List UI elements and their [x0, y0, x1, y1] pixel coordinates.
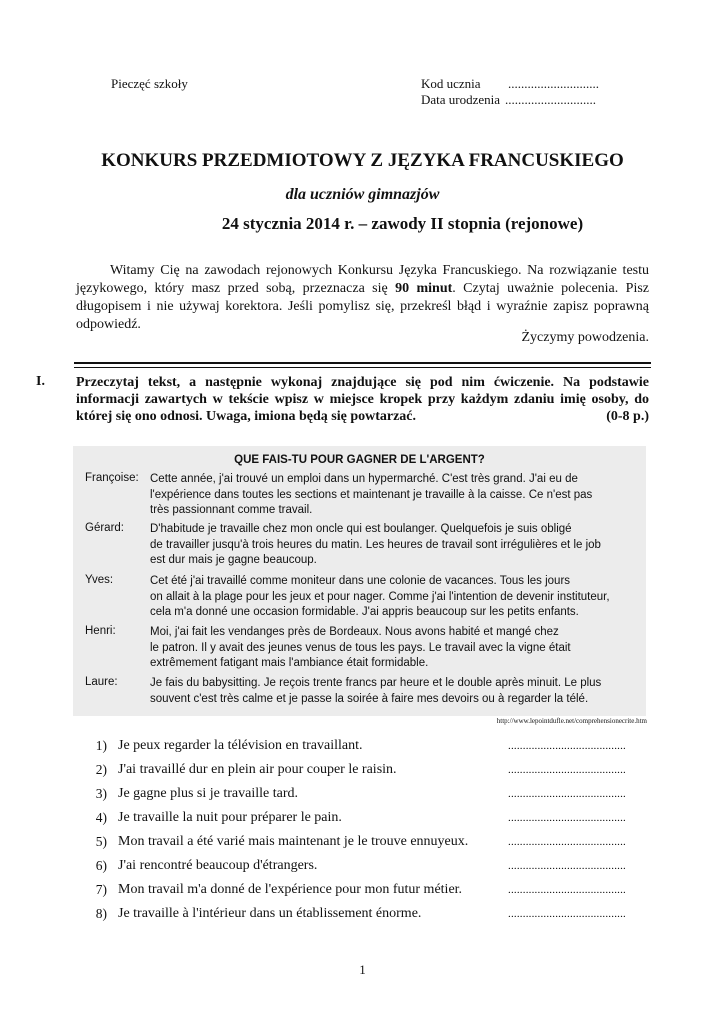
statement-number: 7)	[95, 882, 107, 897]
student-code-field[interactable]: ............................	[508, 76, 599, 91]
statement-number: 5)	[95, 834, 107, 849]
speaker-text-line: extrêmement fatigant mais l'ambiance était formidable.	[150, 657, 429, 669]
speaker-text	[150, 472, 642, 519]
speaker-text-line: très passionnant comme travail.	[150, 504, 313, 516]
statement-text: Je travaille la nuit pour préparer le pain.	[118, 810, 342, 825]
statement-text: Je travaille à l'intérieur dans un établissement énorme.	[118, 906, 422, 921]
speaker-text	[150, 676, 642, 707]
speaker-name: Gérard:	[85, 522, 124, 534]
exercise-instruction	[76, 374, 649, 425]
speaker-text-line: Cet été j'ai travaillé comme moniteur dans une colonie de vacances. Tous les jours	[150, 575, 571, 587]
speaker-text-line: Moi, j'ai fait les vendanges près de Bordeaux. Nous avons habité et mangé chez	[150, 626, 559, 638]
intro-time-limit: 90 minut	[395, 281, 453, 296]
intro-paragraph	[76, 262, 649, 334]
speaker-text	[150, 625, 642, 672]
statement-number: 2)	[95, 762, 107, 777]
speaker-text-line: Je fais du babysitting. Je reçois trente francs par heure et le double après minuit. Le plus	[150, 677, 602, 689]
statement-number: 4)	[95, 810, 107, 825]
intro-text-start: Witamy Cię na zawodach rejonowych Konkursu Języka Francuskiego. Na rozwiązanie testu językowego, który masz przed sobą, przeznacza się	[76, 263, 649, 296]
speaker-name: Henri:	[85, 625, 116, 637]
speaker-text-line: souvent c'est très calme et je passe la soirée à faire mes devoirs ou à regarder la télé.	[150, 692, 589, 705]
speaker-text-line: Cette année, j'ai trouvé un emploi dans un hypermarché. C'est très grand. J'ai eu de	[150, 473, 578, 485]
statement-text: J'ai travaillé dur en plein air pour couper le raisin.	[118, 762, 397, 777]
page-title: KONKURS PRZEDMIOTOWY Z JĘZYKA FRANCUSKIEGO	[101, 150, 624, 171]
school-stamp-label: Pieczęć szkoły	[111, 76, 188, 91]
answer-field[interactable]: ........................................	[508, 836, 626, 848]
section-divider	[74, 362, 651, 368]
intro-text-end: . Czytaj uważnie polecenia. Pisz długopisem i nie używaj korektora. Jeśli pomylisz się, przekreśl błąd i wyraźnie zapisz poprawną odpowiedź.	[76, 281, 649, 332]
statement-number: 3)	[95, 786, 107, 801]
student-code-label: Kod ucznia	[421, 76, 481, 91]
answer-field[interactable]: ........................................	[508, 812, 626, 824]
speaker-text	[150, 522, 642, 569]
statement-text: Mon travail m'a donné de l'expérience pour mon futur métier.	[118, 882, 463, 897]
exercise-number: I.	[36, 374, 45, 389]
statement-text: Mon travail a été varié mais maintenant je le trouve ennuyeux.	[118, 834, 469, 849]
statement-text: Je gagne plus si je travaille tard.	[118, 786, 298, 801]
source-url: http://www.lepointdufle.net/comprehensionecrite.htm	[496, 717, 647, 725]
answer-field[interactable]: ........................................	[508, 908, 626, 920]
speaker-text-line: cela m'a donné une occasion formidable. J'ai appris beaucoup sur les petits enfants.	[150, 606, 579, 618]
good-luck-wish: Życzymy powodzenia.	[521, 330, 649, 345]
statement-text: J'ai rencontré beaucoup d'étrangers.	[118, 858, 318, 873]
page-number: 1	[359, 962, 366, 977]
statement-number: 6)	[95, 858, 107, 873]
page-subtitle: dla uczniów gimnazjów	[285, 186, 440, 203]
answer-field[interactable]: ........................................	[508, 788, 626, 800]
answer-field[interactable]: ........................................	[508, 860, 626, 872]
statement-text: Je peux regarder la télévision en travaillant.	[118, 738, 363, 753]
speaker-text-line: on allait à la plage pour les jeux et pour nager. Comme j'ai l'intention de devenir instituteur,	[150, 590, 610, 603]
reading-text-title: QUE FAIS-TU POUR GAGNER DE L'ARGENT?	[234, 454, 485, 466]
speaker-text-line: l'expérience dans toutes les sections et maintenant je travaille à la caisse. Ce n'est pas	[150, 488, 593, 501]
statement-number: 8)	[95, 906, 107, 921]
speaker-name: Françoise:	[85, 472, 139, 484]
statement-number: 1)	[95, 738, 107, 753]
exercise-points: (0-8 p.)	[606, 409, 649, 424]
instruction-text: Przeczytaj tekst, a następnie wykonaj znajdujące się pod nim ćwiczenie. Na podstawie informacji zawartych w tekście wpisz w miejsce kropek przy każdym zdaniu imię osoby, do której się ono odnosi. Uwaga, imiona będą się powtarzać.	[76, 375, 649, 424]
speaker-text-line: D'habitude je travaille chez mon oncle qui est boulanger. Quelquefois je suis obligé	[150, 523, 572, 535]
speaker-text-line: est dur mais je gagne beaucoup.	[150, 554, 317, 566]
birthdate-label: Data urodzenia	[421, 92, 501, 107]
answer-field[interactable]: ........................................	[508, 884, 626, 896]
speaker-text	[150, 574, 642, 621]
answer-field[interactable]: ........................................	[508, 740, 626, 752]
speaker-name: Laure:	[85, 676, 118, 688]
competition-date: 24 stycznia 2014 r. – zawody II stopnia (rejonowe)	[221, 214, 584, 233]
birthdate-field[interactable]: ............................	[505, 92, 596, 107]
speaker-name: Yves:	[85, 574, 114, 586]
speaker-text-line: le patron. Il y avait des jeunes venus de tous les pays. Le travail avec la vigne était	[150, 641, 571, 654]
speaker-text-line: de travailler jusqu'à trois heures du matin. Les heures de travail sont irrégulières et le job	[150, 538, 601, 551]
answer-field[interactable]: ........................................	[508, 764, 626, 776]
